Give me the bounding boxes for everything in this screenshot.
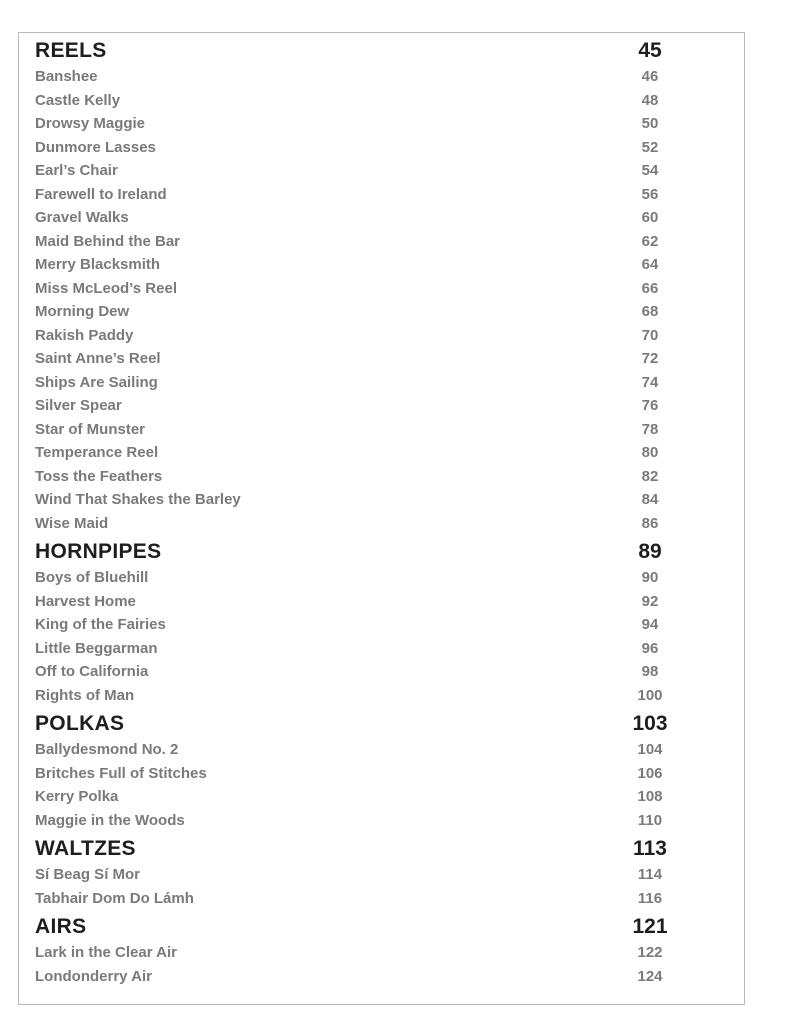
entry-page-number: 56 (641, 185, 659, 203)
entry-title: Wind That Shakes the Barley (35, 491, 241, 508)
entry-title: Ships Are Sailing (35, 373, 158, 391)
toc-entry (35, 183, 675, 207)
entry-title: King of the Fairies (35, 616, 166, 633)
entry-page-number: 76 (641, 397, 659, 414)
entry-page-number: 104 (637, 741, 663, 758)
entry-page-number: 106 (637, 764, 663, 782)
entry-title: Farewell to Ireland (35, 185, 167, 203)
toc-entry (35, 394, 675, 418)
entry-title: Merry Blacksmith (35, 256, 161, 273)
toc-entry (35, 277, 675, 301)
toc-entry (35, 206, 675, 230)
toc-section (35, 710, 675, 832)
entry-page-number: 70 (641, 326, 659, 344)
entry-title: Sí Beag Sí Mor (35, 866, 141, 883)
toc-entry (35, 785, 675, 809)
section-header (35, 37, 675, 65)
entry-page-number: 108 (637, 788, 663, 805)
toc-entry (35, 566, 675, 590)
toc-section (35, 37, 675, 535)
section-header (35, 710, 675, 738)
toc-entry (35, 159, 675, 183)
entry-page-number: 96 (641, 639, 659, 657)
entry-title: Britches Full of Stitches (35, 764, 207, 782)
entry-title: Lark in the Clear Air (35, 944, 177, 961)
entry-page-number: 110 (637, 811, 663, 829)
entry-page-number: 78 (641, 420, 659, 438)
entry-title: Little Beggarman (35, 639, 158, 657)
entry-title: Saint Anne’s Reel (35, 350, 161, 367)
entry-title: Banshee (35, 68, 98, 85)
entry-title: Rakish Paddy (35, 326, 134, 344)
entry-page-number: 60 (641, 209, 659, 226)
section-page-number: 45 (638, 39, 662, 62)
entry-page-number: 114 (637, 866, 663, 883)
entry-title: Morning Dew (35, 303, 130, 320)
toc-entry (35, 887, 675, 911)
entry-title: Off to California (35, 663, 149, 680)
entry-page-number: 86 (641, 514, 659, 532)
entry-title: Boys of Bluehill (35, 569, 149, 586)
entry-page-number: 80 (641, 444, 659, 461)
toc-entry (35, 590, 675, 614)
section-page-number: 103 (632, 712, 668, 735)
toc-entry (35, 613, 675, 637)
entry-page-number: 48 (641, 91, 659, 109)
entry-page-number: 100 (637, 686, 663, 704)
table-of-contents (35, 37, 675, 988)
toc-section (35, 835, 675, 910)
toc-entry (35, 809, 675, 833)
entry-page-number: 50 (641, 115, 659, 132)
toc-entry (35, 89, 675, 113)
toc-entry (35, 300, 675, 324)
section-page-number: 113 (633, 837, 667, 860)
entry-page-number: 92 (641, 592, 659, 610)
toc-entry (35, 941, 675, 965)
entry-title: Ballydesmond No. 2 (35, 741, 179, 758)
entry-page-number: 64 (641, 256, 659, 273)
entry-title: Harvest Home (35, 592, 136, 610)
toc-entry (35, 660, 675, 684)
section-header (35, 913, 675, 941)
entry-title: Londonderry Air (35, 967, 152, 985)
entry-page-number: 84 (641, 491, 659, 508)
toc-entry (35, 637, 675, 661)
toc-section (35, 538, 675, 707)
entry-title: Miss McLeod’s Reel (35, 279, 177, 297)
toc-entry (35, 418, 675, 442)
entry-title: Drowsy Maggie (35, 115, 146, 132)
entry-title: Wise Maid (35, 514, 109, 532)
toc-entry (35, 965, 675, 989)
toc-entry (35, 112, 675, 136)
entry-title: Rights of Man (35, 686, 135, 704)
entry-title: Temperance Reel (35, 444, 159, 461)
entry-page-number: 90 (641, 569, 659, 586)
entry-title: Kerry Polka (35, 788, 119, 805)
toc-entry (35, 371, 675, 395)
entry-title: Gravel Walks (35, 209, 129, 226)
toc-entry (35, 441, 675, 465)
entry-title: Maid Behind the Bar (35, 232, 181, 250)
toc-entry (35, 684, 675, 708)
entry-page-number: 82 (641, 467, 659, 485)
entry-page-number: 94 (641, 616, 659, 633)
section-header (35, 538, 675, 566)
section-title: HORNPIPES (35, 540, 162, 563)
toc-entry (35, 324, 675, 348)
section-title: REELS (35, 39, 107, 62)
section-title: POLKAS (35, 712, 125, 735)
entry-title: Earl’s Chair (35, 162, 118, 179)
toc-entry (35, 65, 675, 89)
entry-title: Toss the Feathers (35, 467, 163, 485)
entry-title: Star of Munster (35, 420, 146, 438)
entry-title: Dunmore Lasses (35, 138, 156, 156)
entry-page-number: 98 (641, 663, 659, 680)
section-header (35, 835, 675, 863)
entry-title: Castle Kelly (35, 91, 121, 109)
toc-entry (35, 762, 675, 786)
toc-page (18, 32, 745, 1005)
toc-entry (35, 465, 675, 489)
entry-title: Tabhair Dom Do Lámh (35, 889, 194, 907)
entry-page-number: 122 (637, 944, 663, 961)
section-title: WALTZES (35, 837, 136, 860)
section-page-number: 121 (632, 915, 668, 938)
entry-page-number: 46 (641, 68, 659, 85)
toc-section (35, 913, 675, 988)
toc-entry (35, 488, 675, 512)
section-title: AIRS (35, 915, 87, 938)
entry-page-number: 72 (641, 350, 659, 367)
toc-entry (35, 863, 675, 887)
toc-entry (35, 136, 675, 160)
entry-page-number: 52 (641, 138, 659, 156)
entry-page-number: 74 (641, 373, 659, 391)
section-page-number: 89 (638, 540, 662, 563)
toc-entry (35, 253, 675, 277)
entry-title: Maggie in the Woods (35, 811, 185, 829)
entry-page-number: 62 (641, 232, 659, 250)
entry-page-number: 68 (641, 303, 659, 320)
entry-page-number: 54 (641, 162, 659, 179)
entry-page-number: 66 (641, 279, 659, 297)
toc-entry (35, 230, 675, 254)
toc-entry (35, 738, 675, 762)
entry-title: Silver Spear (35, 397, 122, 414)
toc-entry (35, 347, 675, 371)
entry-page-number: 124 (637, 967, 663, 985)
toc-entry (35, 512, 675, 536)
entry-page-number: 116 (637, 889, 663, 907)
